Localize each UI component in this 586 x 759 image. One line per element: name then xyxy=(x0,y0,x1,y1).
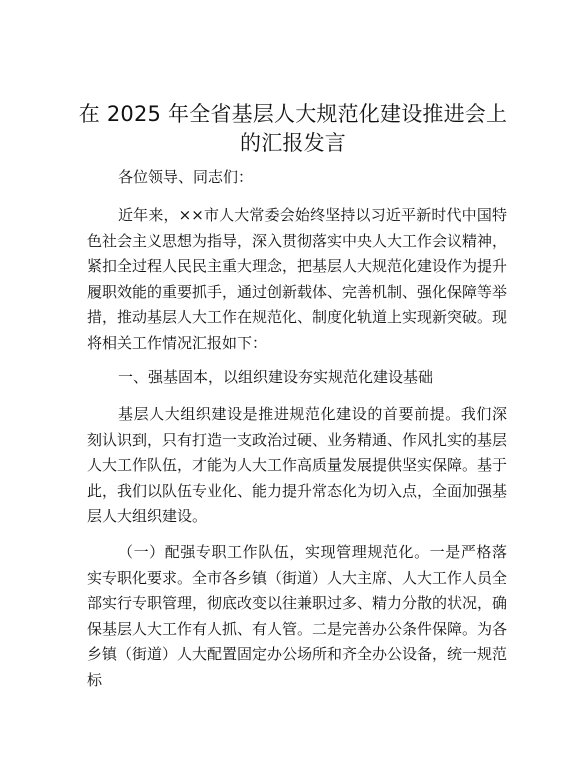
document-title: 在 2025 年全省基层人大规范化建设推进会上的汇报发言 xyxy=(78,102,508,155)
subsection-paragraph-1: （一）配强专职工作队伍，实现管理规范化。一是严格落实专职化要求。全市各乡镇（街道）人大主席、人大工作人员全部实行专职管理，彻底改变以往兼职过多、精力分散的状况，确保基层人大工作有人抓、有人管。二是完善办公条件保障。为各乡镇（街道）人大配置固定办公场所和齐全办公设备，统一规范标 xyxy=(87,543,508,689)
section-body-1: 基层人大组织建设是推进规范化建设的首要前提。我们深刻认识到，只有打造一支政治过硬、业务精通、作风扎实的基层人大工作队伍，才能为人大工作高质量发展提供坚实保障。基于此，我们以队伍专业化、能力提升常态化为切入点，全面加强基层人大组织建设。 xyxy=(87,405,508,525)
section-heading-1: 一、强基固本，以组织建设夯实规范化建设基础 xyxy=(118,368,434,386)
intro-paragraph: 近年来，××市人大常委会始终坚持以习近平新时代中国特色社会主义思想为指导，深入贯彻落实中央人大工作会议精神，紧扣全过程人民民主重大理念，把基层人大规范化建设作为提升履职效能的重要抓手，通过创新载体、完善机制、强化保障等举措，推动基层人大工作在规范化、制度化轨道上实现新突破。现将相关工作情况汇报如下： xyxy=(87,206,508,352)
greeting-paragraph: 各位领导、同志们： xyxy=(118,168,254,186)
